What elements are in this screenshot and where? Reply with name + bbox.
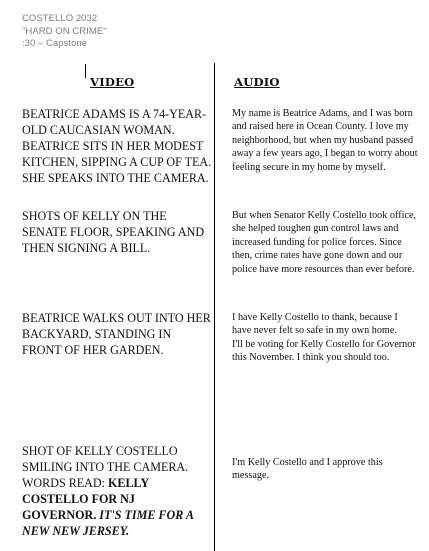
audio-line: I'm Kelly Costello and I approve this message.	[232, 457, 383, 482]
column-divider	[214, 63, 215, 551]
script-header	[22, 13, 107, 51]
video-scene-2: SHOTS OF KELLY ON THE SENATE FLOOR, SPEAKING AND THEN SIGNING A BILL.	[22, 209, 205, 255]
video-column-heading: VIDEO	[90, 75, 135, 89]
audio-column-heading: AUDIO	[234, 75, 280, 89]
ad-title: "HARD ON CRIME"	[22, 25, 107, 37]
video-scene-1: BEATRICE ADAMS IS A 74-YEAR-OLD CAUCASIAN WOMAN. BEATRICE SITS IN HER MODEST KITCHEN, SIPPING A CUP OF TEA. SHE SPEAKS INTO THE CAMERA.	[22, 107, 212, 185]
on-screen-title: KELLY COSTELLO FOR NJ GOVERNOR.	[22, 475, 149, 522]
audio-line: But when Senator Kelly Costello took office, she helped toughen gun control laws and increased funding for police forces. Since then, crime rates have gone down and our police have more resources than ever before.	[232, 210, 417, 275]
audio-scene-2	[232, 209, 418, 276]
audio-line: My name is Beatrice Adams, and I was born and raised here in Ocean County. I love my neighborhood, but when my husband passed away a few years ago, I began to worry about feeling secure in my home by myself.	[232, 108, 418, 173]
audio-line: I have Kelly Costello to thank, because I have never felt so safe in my own home.	[232, 312, 398, 337]
column-tick	[85, 64, 86, 78]
audio-scene-1	[232, 107, 418, 174]
video-scene-3: BEATRICE WALKS OUT INTO HER BACKYARD, STANDING IN FRONT OF HER GARDEN.	[22, 311, 211, 357]
on-screen-slogan: IT'S TIME FOR A NEW NEW JERSEY.	[22, 507, 194, 538]
campaign-title: COSTELLO 2032	[22, 13, 98, 24]
audio-scene-3	[232, 311, 418, 365]
audio-line: I'll be voting for Kelly Costello for Governor this November. I think you should too.	[232, 338, 416, 364]
video-description: SHOT OF KELLY COSTELLO SMILING INTO THE CAMERA. WORDS READ:	[22, 444, 189, 490]
audio-scene-4	[232, 456, 418, 483]
ad-length: :30 – Capstone	[22, 38, 88, 49]
video-scene-4	[22, 444, 212, 539]
